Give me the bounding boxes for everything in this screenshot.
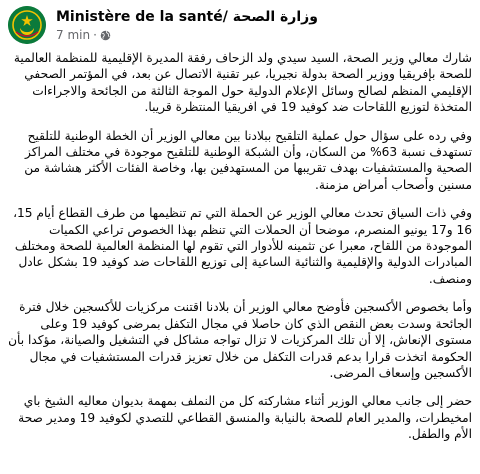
post-body bbox=[8, 50, 472, 455]
ministry-emblem-icon bbox=[8, 6, 46, 44]
avatar[interactable] bbox=[8, 6, 46, 44]
post-paragraph: وفي رده على سؤال حول عملية التلقيح ببلادنا بين معالي الوزير أن الخطة الوطنية للتلقيح تستهدف نسبة 63% من السكان، وأن الشبكة الوطنية للتلقيح موجودة في مختلف المراكز الصحية والمستشفيات بهدف تقريبها من المستهدفين بها، وخاصة الفئات الأكثر هشاشة من مسنين وأصحاب أمراض مزمنة. bbox=[24, 128, 472, 192]
post-header bbox=[8, 6, 472, 46]
post-paragraph: شارك معالي وزير الصحة، السيد سيدي ولد الزحاف رفقة المديرة الإقليمية للمنظمة العالمية للصحة بإفريقيا ووزير الصحة بدولة نجيريا، عبر تقنية الاتصال عن بعد، في المؤتمر الصحفي الإقليمي المنظم لصالح وسائل الإعلام الدولية حول الموجة الثالثة من الجائحة والاجراءات المتخذة لتوزيع اللقاحات ضد كوفيد 19 في افريقيا المنتظرة قريبا. bbox=[13, 51, 472, 115]
post-paragraph: وأما بخصوص الأكسجين فأوضح معالي الوزير أن بلادنا اقتنت مركزيات للأكسجين خلال فترة الجائحة وسدت بعض النقص الذي كان حاصلا في مجال التكفل بمرضى كوفيد 19 وعلى مستوى الإنعاش، إلا أن تلك المركزيات لا تزال تواجه مشاكل في التشغيل والصيانة، مؤكدا بأن الحكومة اتخذت قرارا بدعم قدرات التكفل من خلال تعزيز قدرات المستشفيات في مجال الأكسجين وإسعاف المرضى. bbox=[8, 300, 472, 380]
post-paragraph: وفي ذات السياق تحدث معالي الوزير عن الحملة التي تم تنظيمها من طرف القطاع أيام 15، 16 و17 يونيو المنصرم، موضحا أن الحملات التي تنظم بهذا الخصوص تراعي الكميات الموجودة من اللقاح، معبرا عن تثمينه للأدوار التي تقوم لها المنظمة العالمية للصحة ومختلف المبادرات الدولية والإقليمية والثنائية الساعية إلى توزيع اللقاحات ضد كوفيد 19 بشكل عادل ومنصف. bbox=[13, 206, 472, 286]
meta-separator: · bbox=[93, 28, 97, 42]
page-name-link[interactable]: Ministère de la santé/ وزارة الصحة bbox=[56, 9, 318, 25]
post-timestamp[interactable]: 7 min bbox=[56, 28, 91, 42]
post-meta bbox=[56, 28, 111, 42]
globe-icon[interactable] bbox=[100, 30, 111, 41]
post-paragraph: حضر إلى جانب معالي الوزير أثناء مشاركته كل من النملف بمهمة بديوان معاليه الشيخ باي امخيطرات، والمدير العام للصحة بالنيابة والمنسق القطاعي للتصدي لكوفيد 19 ومدير صحة الأم والطفل. bbox=[18, 394, 472, 442]
